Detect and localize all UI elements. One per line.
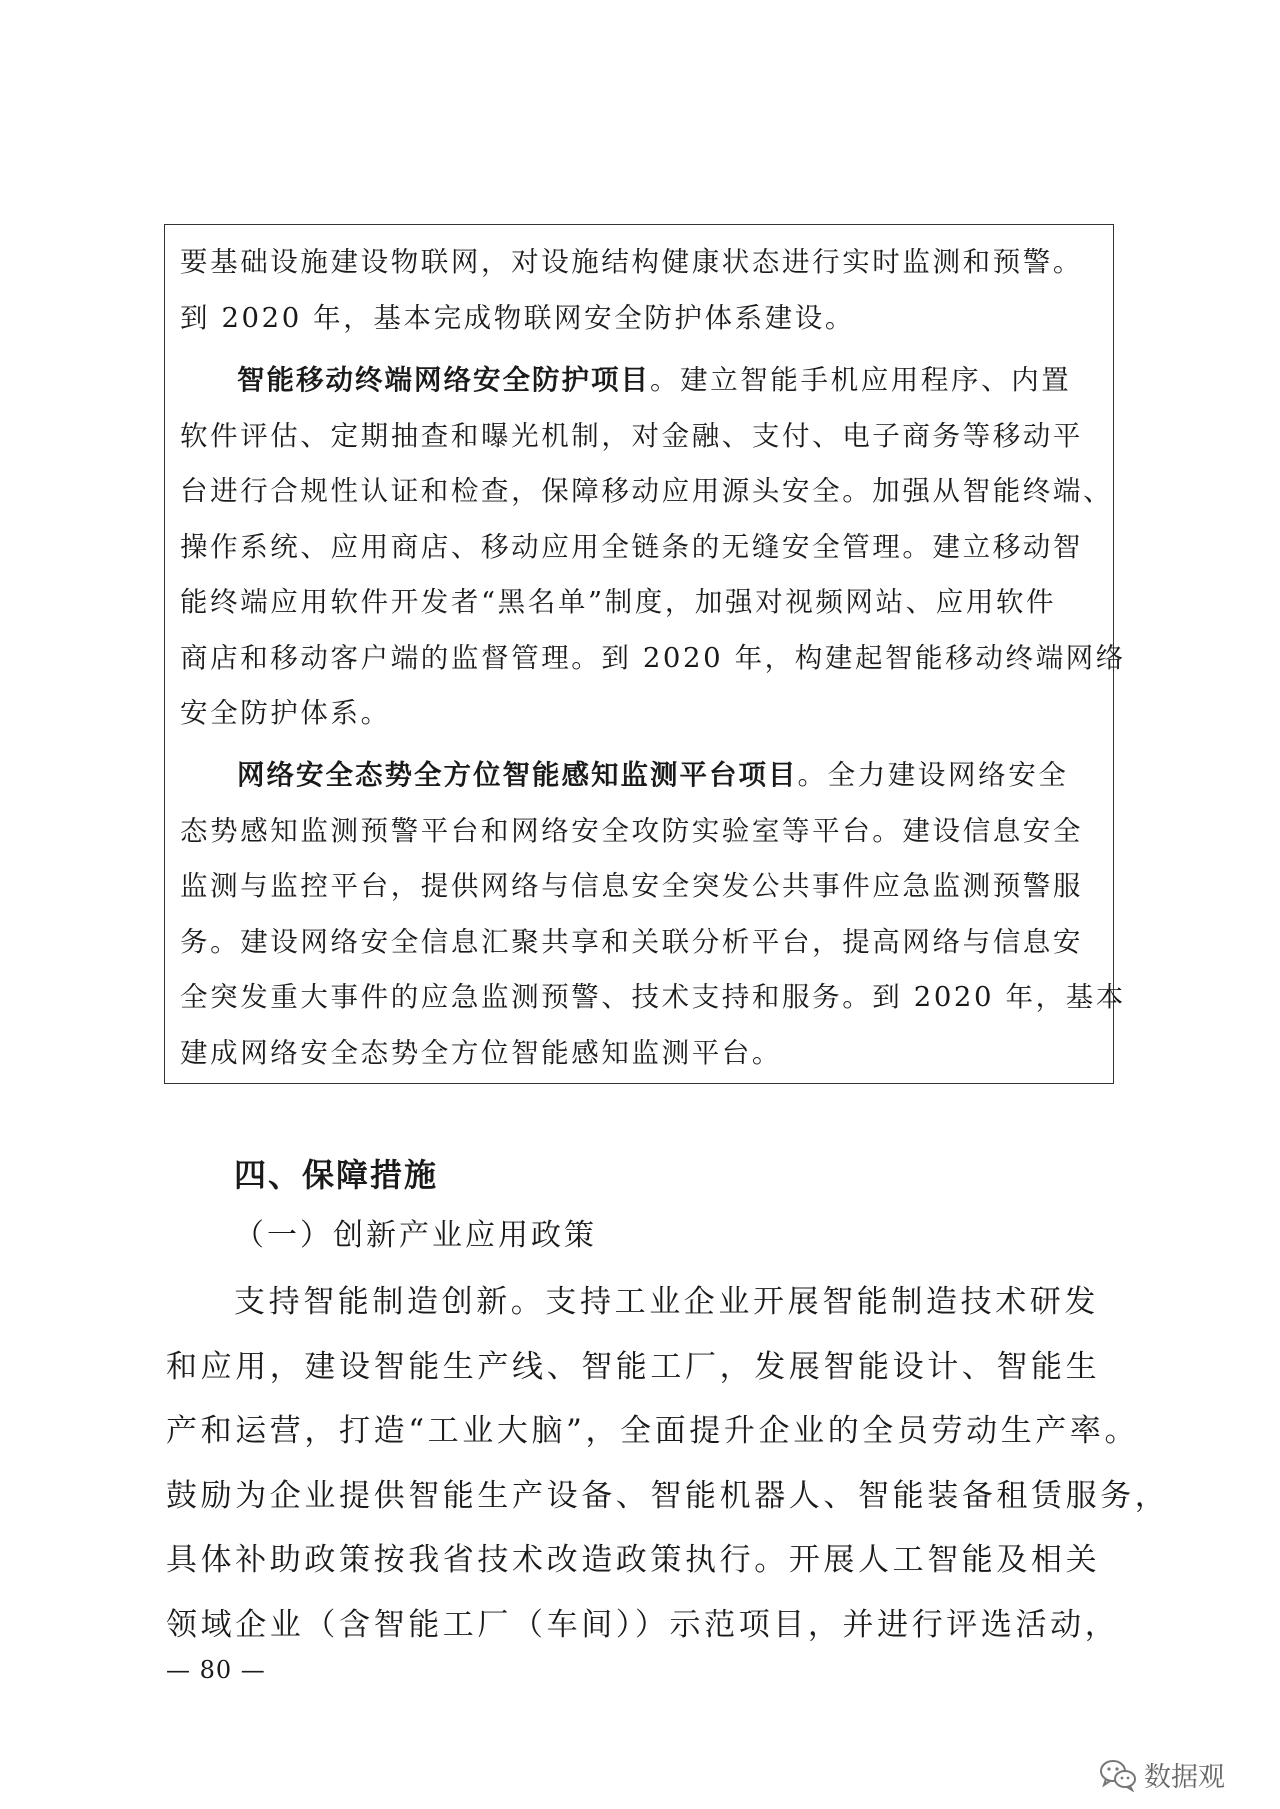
body-line: 领域企业（含智能工厂（车间））示范项目，并进行评选活动，	[166, 1607, 1120, 1643]
body-line: 产和运营，打造“工业大脑”，全面提升企业的全员劳动生产率。	[166, 1413, 1140, 1449]
box-line: 操作系统、应用商店、移动应用全链条的无缝安全管理。建立移动智	[180, 531, 1083, 563]
box-line: 网络安全态势全方位智能感知监测平台项目。全力建设网络安全	[237, 759, 1069, 791]
body-line: 支持智能制造创新。支持工业企业开展智能制造技术研发	[234, 1284, 1099, 1320]
box-line: 到 2020 年，基本完成物联网安全防护体系建设。	[180, 302, 855, 334]
watermark	[1098, 1755, 1225, 1794]
watermark-label: 数据观	[1144, 1762, 1225, 1793]
body-line: 鼓励为企业提供智能生产设备、智能机器人、智能装备租赁服务，	[166, 1478, 1170, 1514]
section-heading: 四、保障措施	[234, 1156, 439, 1194]
box-line: 建成网络安全态势全方位智能感知监测平台。	[180, 1037, 782, 1069]
box-line: 智能移动终端网络安全防护项目。建立智能手机应用程序、内置	[237, 364, 1072, 396]
wechat-icon	[1098, 1758, 1138, 1792]
body-line: 和应用，建设智能生产线、智能工厂，发展智能设计、智能生	[166, 1349, 1101, 1385]
box-line: 要基础设施建设物联网，对设施结构健康状态进行实时监测和预警。	[180, 246, 1083, 278]
box-line: 全突发重大事件的应急监测预警、技术支持和服务。到 2020 年，基本	[180, 981, 1126, 1013]
section-subheading: （一）创新产业应用政策	[234, 1218, 597, 1253]
body-line: 具体补助政策按我省技术改造政策执行。开展人工智能及相关	[166, 1542, 1101, 1578]
box-line: 软件评估、定期抽查和曝光机制，对金融、支付、电子商务等移动平	[180, 420, 1083, 452]
project-box	[164, 224, 1126, 1084]
box-line: 态势感知监测预警平台和网络安全攻防实验室等平台。建设信息安全	[180, 815, 1083, 847]
project-title: 智能移动终端网络安全防护项目	[237, 364, 650, 396]
box-line: 安全防护体系。	[180, 697, 391, 729]
box-line: 台进行合规性认证和检查，保障移动应用源头安全。加强从智能终端、	[180, 475, 1114, 507]
box-line: 务。建设网络安全信息汇聚共享和关联分析平台，提高网络与信息安	[180, 926, 1083, 958]
box-line: 监测与监控平台，提供网络与信息安全突发公共事件应急监测预警服	[180, 870, 1083, 902]
page-number: — 80 —	[166, 1656, 266, 1684]
box-line: 能终端应用软件开发者“黑名单”制度，加强对视频网站、应用软件	[180, 586, 1057, 618]
project-title: 网络安全态势全方位智能感知监测平台项目	[237, 759, 798, 791]
box-line: 商店和移动客户端的监督管理。到 2020 年，构建起智能移动终端网络	[180, 642, 1126, 674]
